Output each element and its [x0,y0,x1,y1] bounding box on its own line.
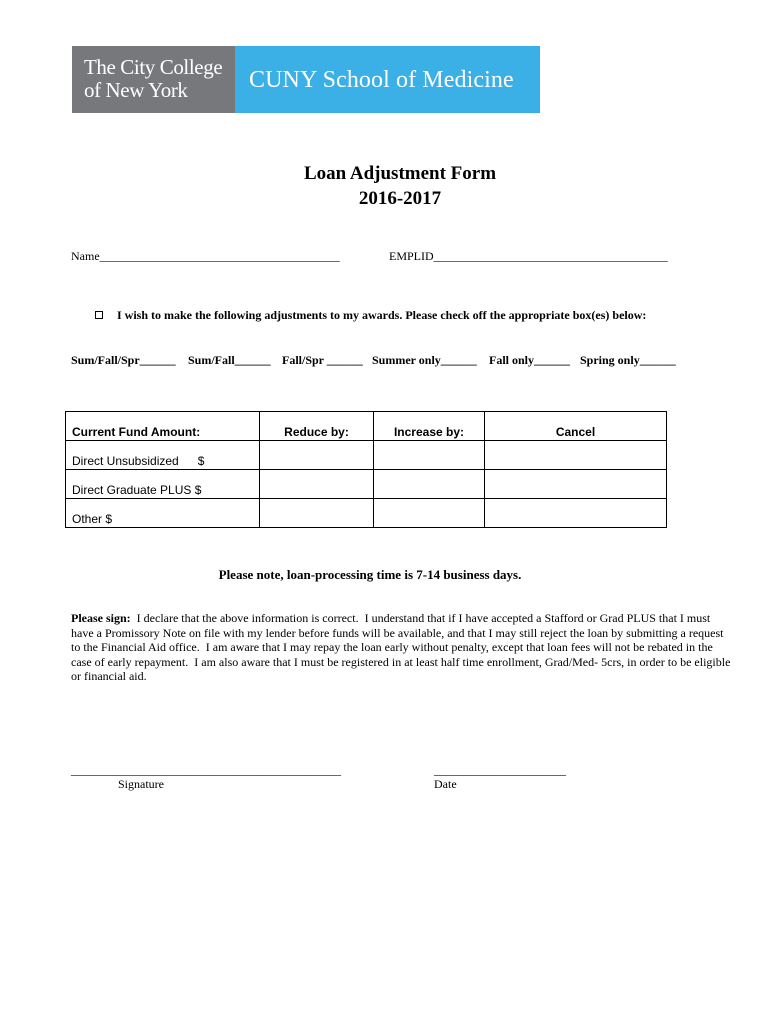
emplid-field[interactable]: EMPLID_______________________________________ [389,249,668,263]
form-year: 2016-2017 [358,188,442,209]
header-reduce-by: Reduce by: [260,412,374,441]
increase-cell[interactable] [374,470,485,499]
declaration-label: Please sign: [71,611,131,625]
declaration-paragraph [71,611,734,684]
name-field[interactable]: Name________________________________________ [71,249,340,263]
header-logo [72,46,540,113]
table-row [66,499,667,528]
reduce-cell[interactable] [260,470,374,499]
cancel-cell[interactable] [485,499,667,528]
dollar-sign: $ [197,454,205,468]
header-current-fund: Current Fund Amount: [66,412,260,441]
adjustment-checkbox[interactable] [95,311,103,319]
table-row [66,441,667,470]
term-sum-fall-spr[interactable]: Sum/Fall/Spr______ [71,353,176,367]
reduce-cell[interactable] [260,499,374,528]
increase-cell[interactable] [374,499,485,528]
table-header-row [66,412,667,441]
fund-direct-unsubsidized [66,441,260,470]
term-fall-only[interactable]: Fall only______ [489,353,571,367]
ccny-logo-block [72,46,235,113]
term-fall-spr[interactable]: Fall/Spr ______ [282,353,363,367]
increase-cell[interactable] [374,441,485,470]
date-label: Date [434,777,457,791]
fund-direct-graduate-plus: Direct Graduate PLUS $ [66,470,260,499]
loan-adjustment-table [65,411,667,528]
header-cancel: Cancel [485,412,667,441]
reduce-cell[interactable] [260,441,374,470]
institution-name: The City College of New York [84,55,223,102]
form-title: Loan Adjustment Form [303,163,497,184]
signature-label: Signature [118,777,164,791]
signature-line[interactable]: _____________________________________________ [71,763,341,777]
school-logo-block [235,46,540,113]
term-summer-only[interactable]: Summer only______ [372,353,477,367]
processing-note: Please note, loan-processing time is 7-14 business days. [218,567,522,582]
fund-label: Direct Unsubsidized [72,454,179,468]
fund-other: Other $ [66,499,260,528]
cancel-cell[interactable] [485,441,667,470]
cancel-cell[interactable] [485,470,667,499]
term-spring-only[interactable]: Spring only______ [580,353,676,367]
header-increase-by: Increase by: [374,412,485,441]
table-row [66,470,667,499]
adjustment-statement: I wish to make the following adjustments to my awards. Please check off the appropriate box(es) below: [117,308,647,322]
term-sum-fall[interactable]: Sum/Fall______ [188,353,271,367]
school-name: CUNY School of Medicine [249,67,514,93]
date-line[interactable]: ______________________ [434,763,566,777]
declaration-text: I declare that the above information is correct. I understand that if I have accepted a Stafford or Grad PLUS that I must have a Promissory Note on file with my lender before funds will be available, and that I may still reject the loan by submitting a request to the Financial Aid office. I am aware that I may repay the loan early without penalty, except that loan fees will not be rebated in the case of early repayment. I am also aware that I must be registered in at least half time enrollment, Grad/Med- 5crs, in order to be eligible or financial aid. [71,611,734,684]
